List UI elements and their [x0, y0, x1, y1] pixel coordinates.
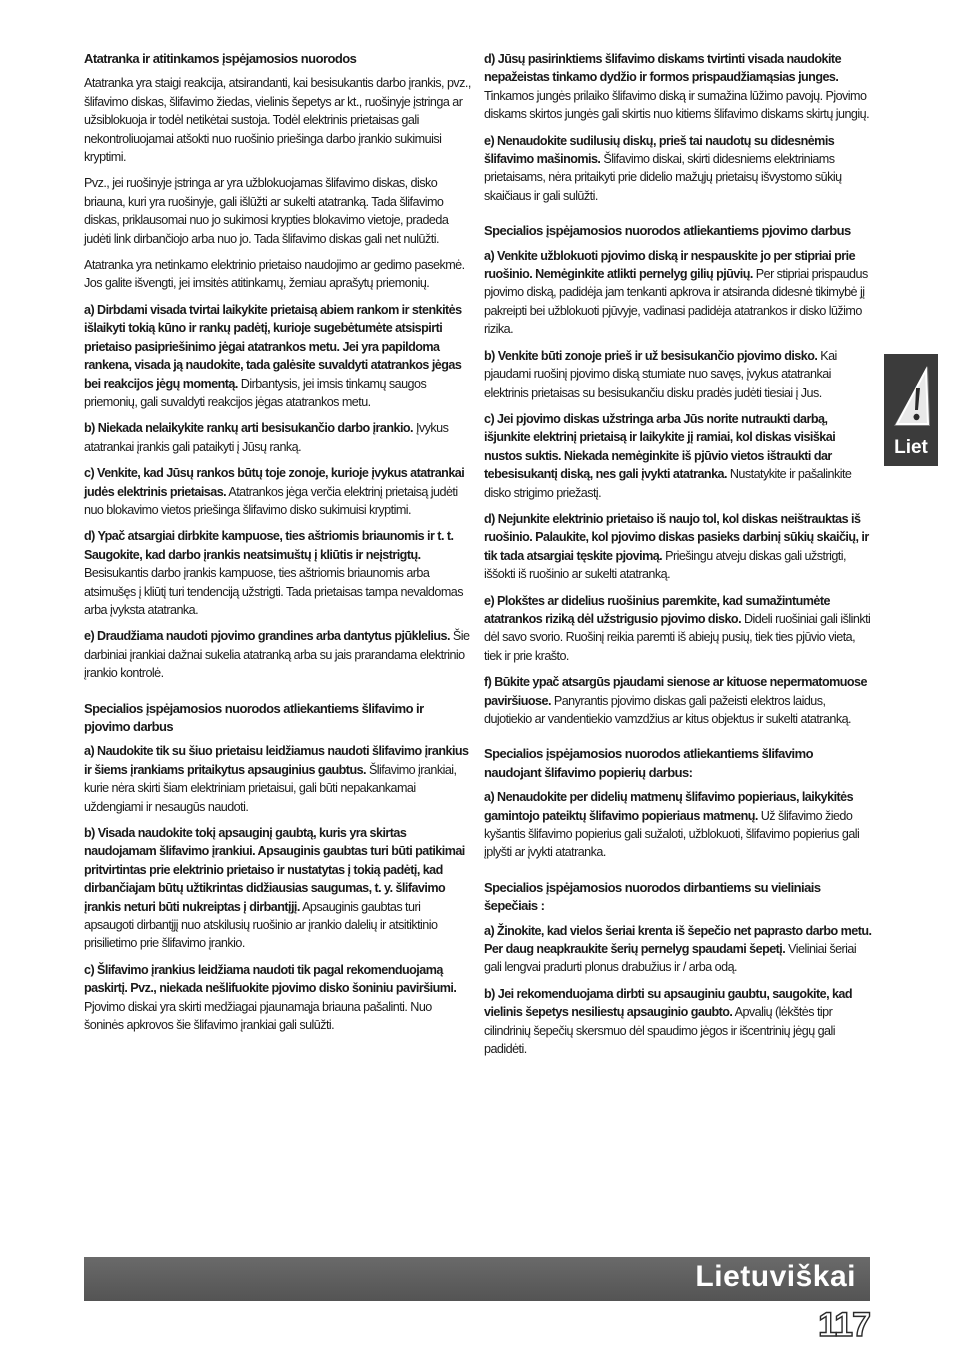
paragraph-lead: c) Venkite, kad Jūsų rankos būtų toje zonoje, kurioje įvykus atatrankai judės elektrinis prietaisas. — [84, 466, 465, 499]
paragraph — [484, 985, 872, 1059]
footer-language-title: Lietuviškai — [695, 1260, 856, 1293]
paragraph-text: Įvykus atatrankai įrankis gali pataikyti į Jūsų ranką. — [84, 421, 449, 454]
paragraph — [84, 464, 472, 519]
section-heading: Specialios įspėjamosios nuorodos atliekantiems šlifavimo ir pjovimo darbus — [84, 700, 424, 734]
paragraph-text: Atatrankos jėga verčia elektrinį prietaisą judėti nuo blokavimo vietos priešinga šlifavimo disko sukimuisi kryptimi. — [84, 484, 458, 517]
language-tab — [884, 354, 938, 466]
paragraph-lead: d) Nejunkite elektrinio prietaiso iš naujo tol, kol diskas neištrauktas iš ruošinio. Palaukite, kol pjovimo diskas pasieks darbinį sūkių skaičių, ir tik tada atsargiai tęskite pjovimą. — [484, 511, 869, 563]
paragraph-text: Šlifavimo diskai, skirti didesniems elektriniams prietaisams, nėra pritaikyti prie didelio mažųjų prietaisų išvystomo sūkių skaičiaus ir gali sulūžti. — [484, 152, 842, 203]
paragraph-lead: d) Ypač atsargiai dirbkite kampuose, ties aštriomis briaunomis ir t. t. Saugokite, kad darbo įrankis neatsimuštų į kliūtis ir neįstrigtų. — [84, 529, 454, 562]
paragraph-lead: e) Nenaudokite sudilusių diskų, prieš tai naudotų su didesnėmis šlifavimo mašinomis. — [484, 133, 835, 167]
paragraph-text: Vieliniai šeriai gali lengvai pradurti plonus drabužius ir / arba odą. — [484, 942, 857, 975]
paragraph-lead: b) Visada naudokite tokį apsauginį gaubtą, kuris yra skirtas naudojamam šlifavimo įrankiui. Apsauginis gaubtas turi būti patikimai pritvirtintas prie elektrinio prietaiso ir nustatytas į tokią padėtį, kad dirbančiajam būtų užtikrintas didžiausias saugumas, t. y. šlifavimo įrankis neturi būti nukreiptas į dirbantįjį. — [84, 826, 465, 914]
paragraph-lead: d) Jūsų pasirinktiems šlifavimo diskams tvirtinti visada naudokite nepažeistas tinkamo dydžio ir formos prispaudžiamąsias junges. — [484, 52, 842, 85]
page-number: 117 — [818, 1306, 870, 1344]
paragraph — [484, 347, 872, 402]
paragraph-lead: c) Jei pjovimo diskas užstringa arba Jūs norite nutraukti darbą, išjunkite elektrinį prietaisą ir laikykite jį ramiai, kol diskas visiškai nustos suktis. Niekada nemėginkite iš pjūvio vietos ištraukti dar tebesisukantį diską, nes gali įvykti atatranka. — [484, 411, 836, 482]
paragraph-lead: e) Draudžiama naudoti pjovimo grandines arba dantytus pjūklelius. — [84, 629, 450, 644]
paragraph — [84, 961, 472, 1035]
paragraph-lead: a) Žinokite, kad vielos šeriai krenta iš šepečio net paprasto darbo metu. Per daug neapkraukite šerių pernelyg spaudami šepetį. — [484, 923, 872, 957]
paragraph-text: Besisukantis darbo įrankis kampuose, ties aštriomis briaunomis arba atsimušęs į kliūtį turi tendenciją užstrigti. Tada prietaisas tampa nevaldomas arba įvyksta atatranka. — [84, 566, 463, 617]
paragraph-text: Dideli ruošiniai gali išlinkti dėl savo svorio. Ruošinį reikia paremti iš abiejų pusių, tiek ties pjūvio vieta, tiek ir prie krašto. — [484, 611, 871, 663]
paragraph-lead: a) Dirbdami visada tvirtai laikykite prietaisą abiem rankom ir stenkitės išlaikyti tokią kūno ir rankų padėtį, kurioje sugebėtumėte atsispirti prietaiso pasipriešinimo jėgai atatrankos metu. Jei yra papildoma rankena, visada ją naudokite, tada galėsite suvaldyti atatrankos jėgas bei reakcijos jėgų momentą. — [84, 302, 462, 391]
paragraph-lead: a) Nenaudokite per didelių matmenų šlifavimo popieriaus, laikykitės gamintojo pateiktų šlifavimo popieriaus matmenų. — [484, 790, 854, 823]
paragraph-text: Atatranka yra netinkamo elektrinio prietaiso naudojimo ar gedimo pasekmė. Jos galite išvengti, jei imsitės atitinkamų, žemiau aprašytų priemonių. — [84, 258, 465, 291]
paragraph — [84, 419, 472, 456]
paragraph-lead: b) Jei rekomenduojama dirbti su apsauginiu gaubtu, saugokite, kad vielinis šepetys nesiliestų apsauginio gaubto. — [484, 986, 853, 1020]
paragraph-lead: f) Būkite ypač atsargūs pjaudami sienose ar kituose nepermatomuose paviršiuose. — [484, 675, 867, 708]
warning-triangle-icon — [888, 362, 934, 434]
paragraph — [484, 247, 872, 339]
paragraph-text: Per stipriai prispaudus pjovimo diską, padidėja jam tenkanti apkrova ir atsiranda didesnė tikimybė jį pakreipti bei užblokuoti pjūvyje, vadinasi padidėja atatrankos ir disko lūžimo rizika. — [484, 267, 868, 337]
paragraph — [484, 922, 872, 977]
paragraph-text: Dirbantysis, jei imsis tinkamų saugos priemonių, gali suvaldyti reakcijos jėgas atatrankos metu. — [84, 376, 427, 409]
paragraph-lead: b) Venkite būti zonoje prieš ir už besisukančio pjovimo disko. — [484, 348, 818, 363]
paragraph-lead: b) Niekada nelaikykite rankų arti besisukančio darbo įrankio. — [84, 421, 414, 436]
paragraph — [484, 132, 872, 206]
paragraph — [84, 627, 472, 682]
paragraph-text: Atatranka yra staigi reakcija, atsirandanti, kai besisukantis darbo įrankis, pvz., šlifavimo diskas, šlifavimo žiedas, vielinis šepetys ar kt., ruošinyje įstringa ar užsiblokuoja ir todėl netikėtai sustoja. Todėl elektrinis prietaisas gali nekontroliuojamai atšokti nuo ruošinio priešinga darbo įrankio sukimuisi kryptimi. — [84, 76, 471, 165]
section-heading: Specialios įspėjamosios nuorodos atliekantiems pjovimo darbus — [484, 223, 851, 239]
paragraph-text: Nustatykite ir pašalinkite disko strigimo priežastį. — [484, 467, 852, 500]
paragraph-text: Šlifavimo įrankiai, kurie nėra skirti šiam elektriniam prietaisui, gali būti nepakankamai uždengiami ir nesaugūs naudoti. — [84, 762, 457, 814]
paragraph — [484, 788, 872, 862]
paragraph — [484, 410, 872, 502]
paragraph-text: Panyrantis pjovimo diskas gali pažeisti elektros laidus, dujotiekio ar vandentiekio vamzdžius ar kitus objektus ir sukelti atatranką. — [484, 693, 851, 726]
paragraph-text: Pjovimo diskai yra skirti medžiagai pjaunamąja briauna pašalinti. Nuo šoninės apkrovos šie šlifavimo įrankiai gali sulūžti. — [84, 999, 432, 1033]
paragraph-text: Apvalių (lėkštės tipr cilindrinių šepečių skersmuo dėl spaudimo jėgos ir išcentrinių jėgų gali padidėti. — [484, 1005, 836, 1057]
left-column — [84, 50, 472, 1043]
paragraph-text: Apsauginis gaubtas turi apsaugoti dirbantįjį nuo atskilusių ruošinio ar įrankio dalelių ir atsitiktinio prisilietimo prie šlifavimo įrankio. — [84, 899, 438, 951]
footer-banner — [84, 1257, 870, 1301]
paragraph-text: Kai pjaudami ruošinį pjovimo diską stumiate nuo savęs, įvykus atatrankai elektrinis prietaisas su besisukančiu disku pradės judėti tiesiai į Jus. — [484, 348, 837, 400]
paragraph — [84, 256, 472, 293]
paragraph — [484, 592, 872, 666]
paragraph — [84, 742, 472, 816]
paragraph-text: Tinkamos jungės prilaiko šlifavimo diską ir sumažina lūžimo pavojų. Pjovimo diskams skirtos jungės gali skirtis nuo kitiems šlifavimo diskams skirtų jungių. — [484, 88, 870, 122]
section-heading: Atatranka ir atitinkamos įspėjamosios nuorodos — [84, 51, 357, 66]
paragraph — [484, 510, 872, 584]
paragraph-lead: a) Venkite užblokuoti pjovimo diską ir nespauskite jo per stipriai prie ruošinio. Nemėginkite atlikti pernelyg gilių pjūvių. — [484, 248, 856, 282]
paragraph — [484, 673, 872, 728]
section-heading: Specialios įspėjamosios nuorodos dirbantiems su vieliniais šepečiais : — [484, 879, 821, 914]
right-column — [484, 50, 872, 1067]
paragraph — [84, 824, 472, 953]
section-heading: Specialios įspėjamosios nuorodos atliekantiems šlifavimo naudojant šlifavimo popierių darbus: — [484, 746, 813, 780]
paragraph-lead: e) Plokštes ar didelius ruošinius paremkite, kad sumažintumėte atatrankos riziką dėl užstrigusio pjovimo disko. — [484, 593, 830, 626]
language-tab-label: Liet — [894, 437, 928, 458]
paragraph — [84, 74, 472, 166]
paragraph — [84, 174, 472, 248]
paragraph — [84, 527, 472, 619]
paragraph-text: Pvz., jei ruošinyje įstringa ar yra užblokuojamas šlifavimo diskas, disko briauna, kuri yra ruošinyje, gali išlūžti ar sukelti atatranką. Tada šlifavimo diskas, priklausomai nuo jo sukimosi krypties blokavimo vietoje, pradeda judėti link dirbančiojo arba nuo jo. Tada šlifavimo diskas gali net nulūžti. — [84, 176, 449, 246]
paragraph-text: Šie darbiniai įrankiai dažnai sukelia atatranką arba su jais prarandama elektrinio įrankio kontrolė. — [84, 629, 470, 681]
paragraph-text: Priešingu atveju diskas gali užstrigti, iššokti iš ruošinio ar sukelti atatranką. — [484, 548, 846, 582]
paragraph-lead: c) Šlifavimo įrankius leidžiama naudoti tik pagal rekomenduojamą paskirtį. Pvz., niekada nešlifuokite pjovimo disko šoniniu paviršiumi. — [84, 962, 457, 996]
paragraph-text: Už šlifavimo žiedo kyšantis šlifavimo popierius gali sužaloti, užblokuoti, šlifavimo popierius gali įplyšti ar įvykti atatranka. — [484, 808, 860, 860]
paragraph — [484, 50, 872, 124]
paragraph-lead: a) Naudokite tik su šiuo prietaisu leidžiamus naudoti šlifavimo įrankius ir šiems įrankiams pritaikytus apsauginius gaubtus. — [84, 744, 469, 777]
paragraph — [84, 301, 472, 411]
